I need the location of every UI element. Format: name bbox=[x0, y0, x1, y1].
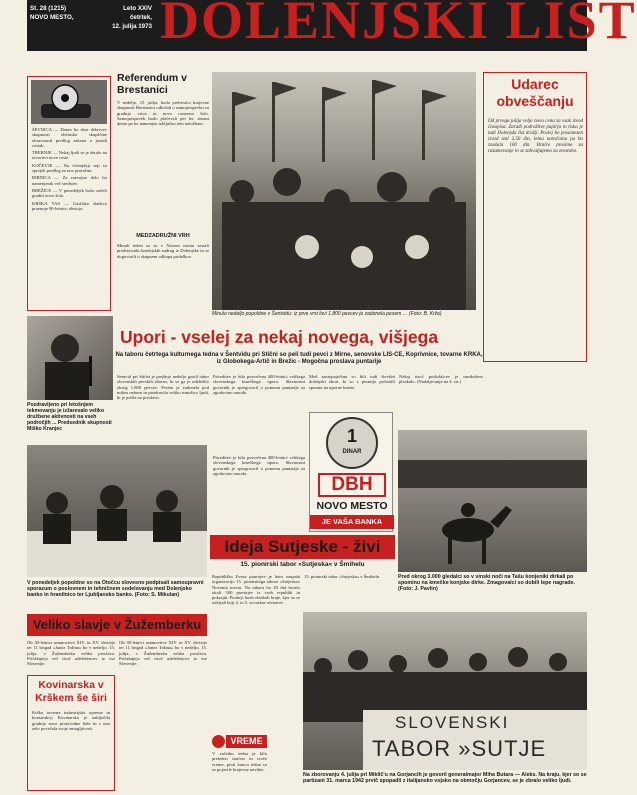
zuzemberk-body-2: Ob 30-letnici ustanovitve XIV. in XV. divizije ter 11 brigad »Janez Trdina« bo v nedeljo, 15. julija, v Žužemberku velika proslava. Pričakujejo več tisoč udeležencev iz vse Slovenije. bbox=[119, 640, 207, 667]
upori-col-3: Med nastopajočimi so bili tudi številni dolenjski zbori, ki so s pesmijo počastili spomin na uporne kmete. bbox=[309, 374, 395, 390]
dbh-slogan: JE VAŠA BANKA bbox=[310, 515, 394, 529]
speaker-illustration bbox=[27, 316, 113, 400]
issue-number: St. 28 (1215) bbox=[30, 5, 67, 12]
crowd-photo bbox=[212, 72, 476, 310]
upori-col-1: Sentvid pri Stični je prejšnjo nedeljo gostil tabor slovenskih pevskih zborov, ki se ga je udeležilo okrog 1.800 pevcev. Pesem je zadonela pod milim nebom in pozdravila veliko množico ljudi, ki je prišla na proslavo. bbox=[117, 374, 209, 401]
signing-caption: V ponedeljek popoldne so na Otočcu slovesno podpisali samoupravni sporazum o poslovnem in tehničnem sodelovanju med Dolenjsko banko in hranilnico ter Ljubljansko banko. (Foto: S. Mikulan) bbox=[27, 580, 204, 599]
sidebar-paragraph: KOČEVJE — Na včerajšnji seji so sprejeli predlog za nov proračun. bbox=[32, 162, 107, 174]
signing-photo bbox=[27, 445, 207, 577]
zuzemberk-headline: Veliko slavje v Žužemberku bbox=[32, 617, 202, 632]
zuzemberk-body-1: Ob 30-letnici ustanovitve XIV. in XV. divizije ter 11 brigad »Janez Trdina« bo v nedeljo, 15. julija, v Žužemberku velika proslava. Pričakujejo več tisoč udeležencev iz vse Slovenije. bbox=[27, 640, 115, 667]
udarec-body: Od prvega julija velja nova cena za vsak izvod časopisa. Zaradi podražitve papirja in tiska je tudi Dolenjski list dražji. Poslej bo posamezen izvod stal 2,50 din, letna naročnina pa bo znašala 100 din. Bralce prosimo za razumevanje in se zahvaljujemo za zvestobo. bbox=[488, 119, 583, 154]
coin-label: DINAR bbox=[342, 449, 362, 455]
sutjeska-deck: 15. pionirski tabor »Sutjeska« v Šmihelu bbox=[240, 561, 365, 568]
medzadruzni-body: Minuli teden so se v Novem mestu sestali predstavniki kmetijskih zadrug iz Dolenjske in se dogovorili o skupnem odkupu pridelkov. bbox=[117, 243, 209, 259]
sutjeska-headline: Ideja Sutjeske - živi bbox=[224, 537, 381, 556]
kovinarska-box bbox=[27, 675, 115, 791]
dbh-town: NOVO MESTO bbox=[316, 500, 388, 512]
sidebar-paragraph: RIBNICA — Za razvojno delo bo namenjenih več sredstev. bbox=[32, 175, 107, 186]
vreme-body: V začetku tedna je bilo pretežno sončno in vroče vreme, proti koncu tedna so se pojavile krajevne nevihte. bbox=[212, 751, 267, 772]
crowd-illustration bbox=[212, 72, 476, 310]
udarec-box bbox=[483, 72, 587, 362]
telephone-icon bbox=[31, 80, 107, 124]
masthead-info bbox=[30, 4, 152, 48]
medzadruzni-heading: MEDZADRUŽNI VRH bbox=[136, 233, 190, 239]
brestanica-title: Referendum v Brestanici bbox=[117, 72, 188, 96]
sidebar-text bbox=[32, 127, 107, 307]
upori-col-2: Prireditev je bila posvečena 400-letnici velikega slovenskega kmečkega upora. Slavnostni govornik je spregovoril o pomenu puntarije za zgodovino naroda. bbox=[213, 374, 305, 395]
horse-illustration bbox=[398, 430, 587, 572]
crowd-photo-caption: Minulo nedeljo popoldne v Šentvidu: iz prve vrst lovi 1.800 pevcev je zadonela pesem … (Foto: B. Krže) bbox=[212, 311, 442, 317]
sidebar-paragraph: BREŽICE — V ponedeljek bodo začeli graditi novo šolo. bbox=[32, 187, 107, 199]
horse-caption: Pred okrog 3.000 gledalci so v vinski noči na Tašu konjeniki dirkali po spominu na kmečke konjske dirke. Zmagovalci so dobili lepe nagrade. (Foto: J. Pavlin) bbox=[398, 574, 575, 593]
weather-icon bbox=[212, 735, 225, 748]
meeting-illustration bbox=[27, 445, 207, 577]
issue-date: 12. julija 1973 bbox=[112, 23, 152, 30]
sutjeska-body-1: Republiška Zveza pionirjev je letos zaupala organizacijo 15. pionirskega tabora »Sutjeska« Novemu mestu. Na taboru bo 20 dni bivalo okoli 500 pionirjev iz vseh republik in pokrajin. Pionirji bodo obiskali kraje, kjer so se odvijali boji 4. in 5. sovražne ofenzive. bbox=[212, 574, 300, 606]
sutjeska-body-2: 15. pionirski tabor »Sutjeska« v Šmihelu bbox=[304, 574, 380, 579]
brestanica-article bbox=[117, 72, 209, 328]
tabor-caption: Na zborovanju 4. julija pri Miklič'u na Gorjancih je govoril generalmajor Miha Butara — Aleks. Na kraju, kjer so se partizani 31. marca 1942 prvič spopadli z italijansko vojsko na območju Gorjancev, se je zbralo veliko ljudi. bbox=[303, 772, 587, 785]
upori-deck: Na taboru četrtega kulturnega tedna v Šentvidu pri Stični so peli tudi pevci z Mirne, senovske LIS-CE, Koprivnice, tovarne KRKA, iz Globokega-Artič in Brežic - Mogočna proslava puntarije bbox=[115, 352, 483, 365]
sidebar-paragraph: TREBNJE — Nekaj ljudi se je zbralo na otvoritvi nove ceste. bbox=[32, 150, 107, 161]
coin-value: 1 bbox=[346, 426, 357, 446]
telephone-photo bbox=[31, 80, 107, 124]
coin-icon bbox=[326, 417, 378, 469]
portrait-caption: Pozdravljeno pri letošnjem tekmovanju je izžarevalo veliko družbene aktivnosti na vseh področjih ... Predsednik skupnosti Miško Kranjec bbox=[27, 402, 112, 432]
volume: Leto XXIV bbox=[123, 5, 152, 12]
news-sidebar bbox=[27, 76, 111, 311]
vreme-title: VREME bbox=[226, 735, 267, 748]
upori-headline: Upori - vselej za nekaj novega, višjega bbox=[120, 327, 439, 347]
town: NOVO MESTO, bbox=[30, 14, 74, 21]
brestanica-body: V nedeljo, 15. julija, bodo prebivalci krajevne skupnosti Brestanica odločali o samoprispevku za gradnjo vrtca in novo osnovno šolo. Samoprispevek bodo plačevali pet let, zbrani denar pa bo namenjen izključno tem naložbam. bbox=[117, 100, 209, 127]
udarec-title: Udarec obveščanju bbox=[496, 76, 574, 109]
upori-continued: Prireditev je bila posvečena 400-letnici velikega slovenskega kmečkega upora. Slavnostni govornik je spregovoril o pomenu puntarije za zgodovino naroda. bbox=[213, 455, 305, 476]
dbh-ad bbox=[309, 412, 393, 532]
sidebar-paragraph: ŠEVNICA — Danes bo zbor delavcev skupnosti občinske skupščine obravnaval predlog zakona o javnih cestah. bbox=[32, 127, 107, 148]
horse-race-photo bbox=[398, 430, 587, 572]
weekday: četrtek, bbox=[129, 14, 152, 21]
dbh-logo: DBH bbox=[318, 473, 386, 497]
upori-col-4: Nekaj tisoč poslušalcev je navdušeno ploskalo. (Nadaljevanje na 4. str.) bbox=[399, 374, 483, 385]
masthead-title: DOLENJSKI LIST bbox=[160, 0, 637, 50]
tabor-banner-line-1: SLOVENSKI bbox=[395, 713, 510, 732]
kovinarska-title: Kovinarska v Krškem še širi bbox=[35, 679, 107, 704]
sidebar-paragraph: KRŠKA VAS — Gasilsko društvo praznuje 90-letnico obstoja. bbox=[32, 200, 107, 211]
vreme-box bbox=[212, 735, 267, 793]
tabor-banner-line-2: TABOR »SUTJE bbox=[372, 736, 547, 761]
kovinarska-body: Krška tovarna industrijske opreme in konstrukcij Kovinarska je zaključila gradnjo nove proizvodne hale in s tem zelo povečala svoje zmogljivosti. bbox=[32, 710, 110, 731]
portrait-photo bbox=[27, 316, 113, 400]
